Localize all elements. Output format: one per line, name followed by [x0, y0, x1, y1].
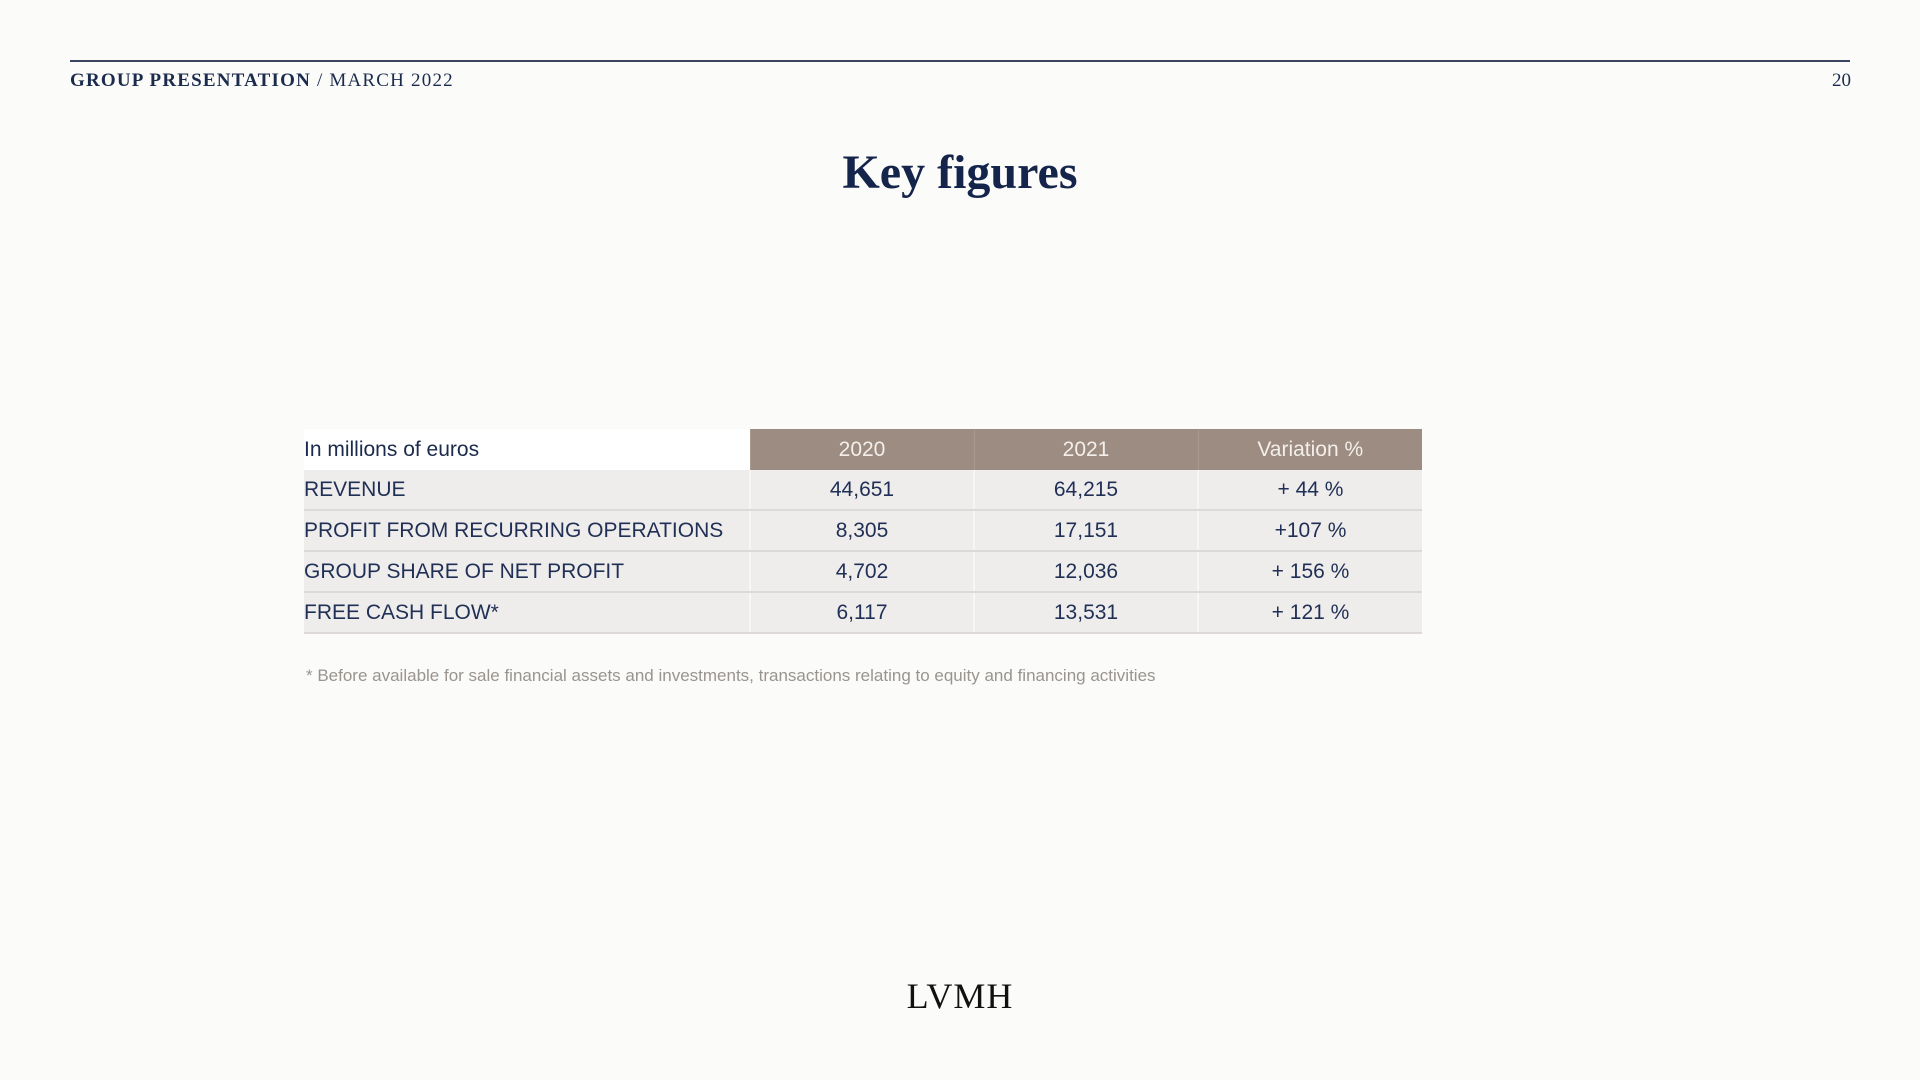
slide-title: Key figures: [842, 146, 1078, 199]
value-2020: 8,305: [750, 510, 974, 551]
value-2021: 13,531: [974, 592, 1198, 633]
row-label: PROFIT FROM RECURRING OPERATIONS: [304, 510, 750, 551]
column-header-2021: 2021: [974, 429, 1198, 470]
key-figures-table: [304, 429, 1422, 634]
column-header-2020: 2020: [750, 429, 974, 470]
variation-value: + 44 %: [1198, 470, 1422, 510]
table-row: [304, 510, 1422, 551]
column-header-variation: Variation %: [1198, 429, 1422, 470]
table-header-row: [304, 429, 1422, 470]
row-label: GROUP SHARE OF NET PROFIT: [304, 551, 750, 592]
value-2021: 12,036: [974, 551, 1198, 592]
table-row: [304, 551, 1422, 592]
header-divider: [70, 60, 1850, 62]
row-label: REVENUE: [304, 470, 750, 510]
value-2020: 6,117: [750, 592, 974, 633]
table-row: [304, 470, 1422, 510]
footnote: * Before available for sale financial assets and investments, transactions relating to equity and financing activities: [306, 666, 1156, 685]
unit-label: In millions of euros: [304, 429, 750, 470]
table-row: [304, 592, 1422, 633]
variation-value: + 121 %: [1198, 592, 1422, 633]
lvmh-logo: LVMH: [906, 976, 1014, 1016]
value-2020: 44,651: [750, 470, 974, 510]
variation-value: + 156 %: [1198, 551, 1422, 592]
page-number: 20: [1832, 70, 1851, 91]
value-2021: 64,215: [974, 470, 1198, 510]
variation-value: +107 %: [1198, 510, 1422, 551]
row-label: FREE CASH FLOW*: [304, 592, 750, 633]
title-separator: /: [311, 70, 330, 91]
presentation-name: GROUP PRESENTATION: [70, 70, 312, 91]
presentation-title: [70, 70, 454, 92]
value-2020: 4,702: [750, 551, 974, 592]
value-2021: 17,151: [974, 510, 1198, 551]
presentation-date: MARCH 2022: [329, 70, 454, 91]
